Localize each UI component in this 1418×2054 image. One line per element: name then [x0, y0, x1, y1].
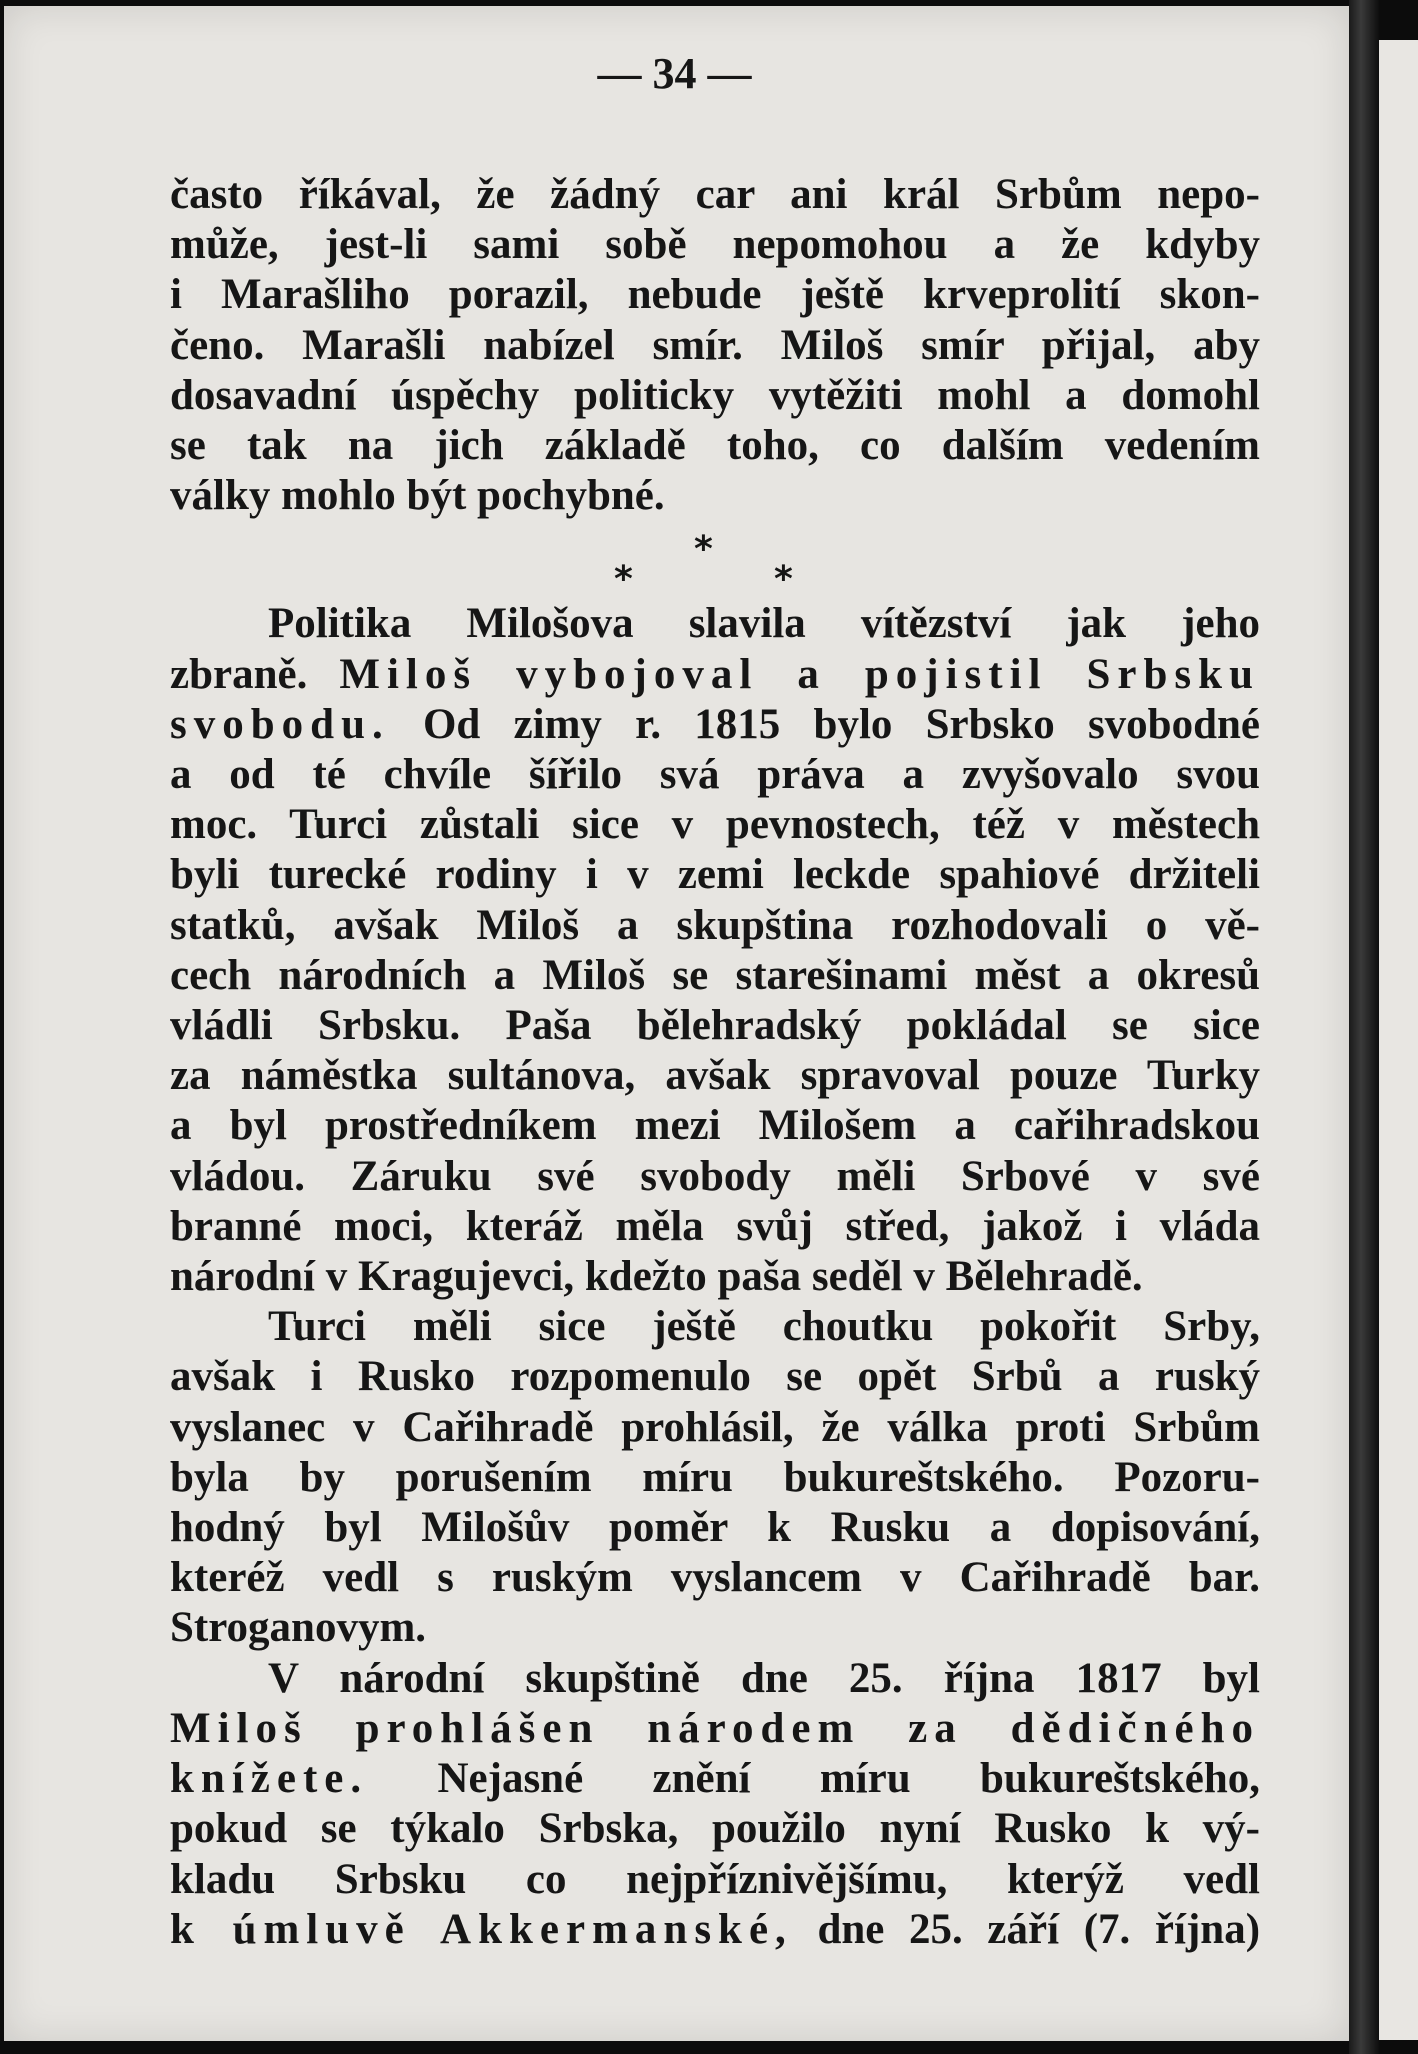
asterisk: * — [694, 529, 713, 571]
paragraph-4 — [170, 1654, 1260, 1955]
text-line: cech národních a Miloš se starešinami měst a okresů — [170, 951, 1260, 999]
text-line: může, jest-li sami sobě nepomohou a že kdyby — [170, 221, 1260, 269]
text-line: dosavadní úspěchy politicky vytěžiti mohl a domohl — [170, 371, 1260, 419]
text-line: moc. Turci zůstali sice v pevnostech, též v městech — [170, 801, 1260, 849]
paragraph-2 — [170, 599, 1260, 1302]
emphasis-spaced: k úmluvě Akkermanské, — [170, 1905, 793, 1953]
text-line: Politika Milošova slavila vítězství jak jeho — [268, 600, 1260, 648]
text-line: za náměstka sultánova, avšak spravoval pouze Turky — [170, 1052, 1260, 1100]
text-line: avšak i Rusko rozpomenulo se opět Srbů a ruský — [170, 1353, 1260, 1401]
text-line: čeno. Marašli nabízel smír. Miloš smír přijal, aby — [170, 321, 1260, 369]
text-run: dne 25. září (7. října) — [817, 1905, 1261, 1953]
text-line: byla by porušením míru bukureštského. Pozoru- — [170, 1453, 1260, 1501]
text-line: Turci měli sice ještě choutku pokořit Srby, — [268, 1303, 1260, 1351]
text-run: zbraně. — [170, 650, 308, 698]
text-line: vládli Srbsku. Paša bělehradský pokládal se sice — [170, 1002, 1260, 1050]
text-line — [170, 700, 1260, 750]
text-line: kteréž vedl s ruským vyslancem v Cařihradě bar. — [170, 1554, 1260, 1602]
text-line: vyslanec v Cařihradě prohlásil, že válka proti Srbům — [170, 1403, 1260, 1451]
text-line: V národní skupštině dne 25. října 1817 byl — [268, 1654, 1260, 1702]
text-line: často říkával, že žádný car ani král Srbům nepo- — [170, 171, 1260, 218]
page-number: — 34 — — [597, 49, 752, 98]
text-line — [170, 1754, 1260, 1804]
text-line — [170, 650, 1260, 700]
text-line: hodný byl Milošův poměr k Rusku a dopisování, — [170, 1504, 1260, 1552]
text-line: a od té chvíle šířilo svá práva a zvyšovalo svou — [170, 751, 1260, 799]
text-line: branné moci, kteráž měla svůj střed, jakož i vláda — [170, 1202, 1260, 1250]
text-line: statků, avšak Miloš a skupština rozhodovali o vě- — [170, 901, 1260, 949]
text-line: pokud se týkalo Srbska, použilo nyní Rusko k vý- — [170, 1805, 1260, 1853]
page-gutter — [1349, 0, 1379, 2054]
text-line: Stroganovym. — [170, 1604, 427, 1652]
text-line: byli turecké rodiny i v zemi leckde spahiové držiteli — [170, 851, 1260, 899]
emphasis-spaced: svobodu. — [170, 700, 390, 748]
asterisk: * — [774, 559, 793, 601]
asterisk: * — [614, 559, 633, 601]
text-line — [170, 1905, 1260, 1955]
text-run: Nejasné znění míru bukureštského, — [437, 1755, 1260, 1803]
text-line: a byl prostředníkem mezi Milošem a cařihradskou — [170, 1102, 1260, 1150]
text-run: Od zimy r. 1815 bylo Srbsko svobodné — [422, 700, 1261, 748]
next-page-edge — [1379, 40, 1418, 2040]
text-line: se tak na jich základě toho, co dalším vedením — [170, 422, 1260, 470]
text-line: války mohlo být pochybné. — [170, 472, 665, 520]
emphasis-spaced: Miloš vybojoval a pojistil Srbsku — [339, 650, 1260, 698]
text-line: kladu Srbsku co nejpříznivějšímu, kterýž vedl — [170, 1855, 1260, 1903]
emphasis-spaced: Miloš prohlášen národem za dědičného — [170, 1704, 1260, 1752]
page-text — [170, 170, 1260, 1955]
text-line: vládou. Záruku své svobody měli Srbové v své — [170, 1152, 1260, 1200]
text-line: národní v Kragujevci, kdežto paša seděl v Bělehradě. — [170, 1253, 1143, 1301]
text-line: i Marašliho porazil, nebude ještě krveprolití skon- — [170, 271, 1260, 319]
paragraph-1 — [170, 170, 1260, 521]
emphasis-spaced: knížete. — [170, 1755, 369, 1803]
section-separator — [170, 525, 1260, 601]
paragraph-3 — [170, 1302, 1260, 1653]
